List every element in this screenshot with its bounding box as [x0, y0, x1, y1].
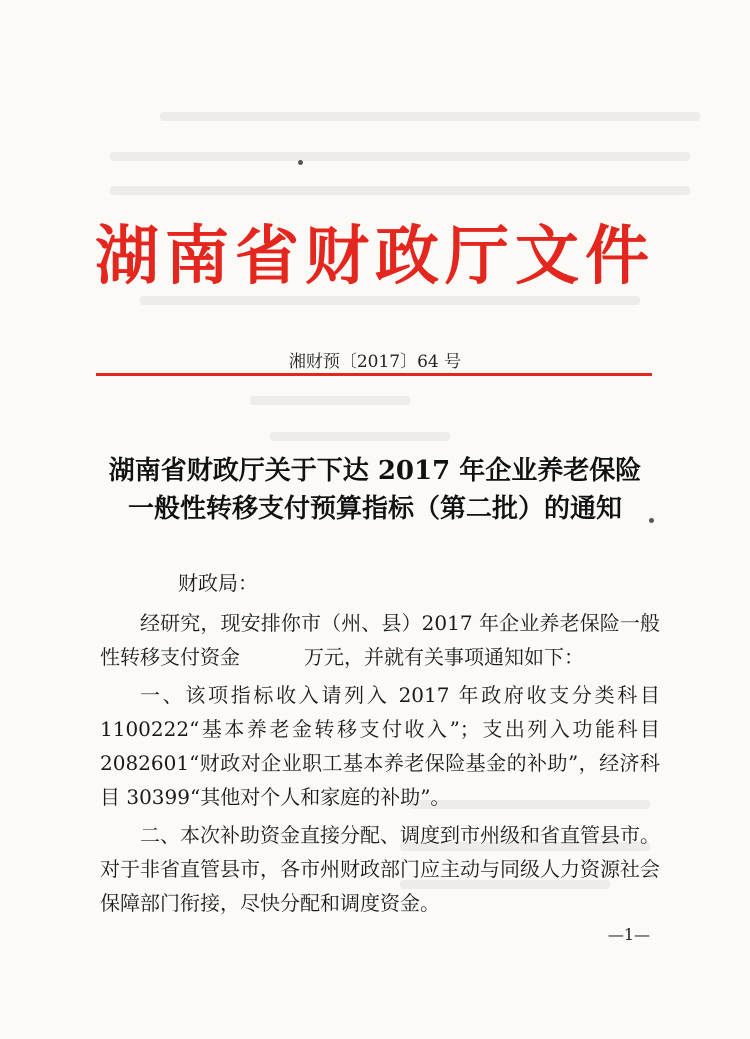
scan-speck [298, 160, 303, 165]
document-masthead: 湖南省财政厅文件 [95, 220, 655, 294]
paragraph-item-1: 一、该项指标收入请列入 2017 年政府收支分类科目 1100222“基本养老金转移支付收入”；支出列入功能科目 2082601“财政对企业职工基本养老保险基金的补助”，经济科目 30399“其他对个人和家庭的补助”。 [100, 683, 660, 809]
bleed-through-line [250, 396, 410, 405]
document-number: 湘财预〔2017〕64 号 [288, 352, 462, 372]
bleed-through-line [270, 432, 450, 441]
page-number: —1— [607, 925, 650, 944]
paragraph-intro-part-b: 万元，并就有关事项通知如下： [304, 645, 584, 669]
bleed-through-line [110, 186, 690, 195]
paragraph-item-2: 二、本次补助资金直接分配、调度到市州级和省直管县市。对于非省直管县市，各市州财政部门应主动与同级人力资源社会保障部门衔接，尽快分配和调度资金。 [100, 823, 660, 915]
title-line-1: 湖南省财政厅关于下达 2017 年企业养老保险 [108, 456, 642, 486]
addressee: 财政局： [178, 571, 258, 595]
document-title [80, 452, 670, 528]
red-divider-rule [96, 373, 652, 376]
bleed-through-line [140, 296, 640, 305]
document-body [100, 566, 660, 920]
title-line-2: 一般性转移支付预算指标（第二批）的通知 [127, 494, 622, 524]
bleed-through-line [160, 112, 700, 121]
paragraph-intro [100, 606, 660, 674]
bleed-through-line [110, 152, 690, 161]
paragraph-intro-part-a: 经研究，现安排你市（州、县）2017 年企业养老保险一般性转移支付资金 [100, 611, 660, 669]
